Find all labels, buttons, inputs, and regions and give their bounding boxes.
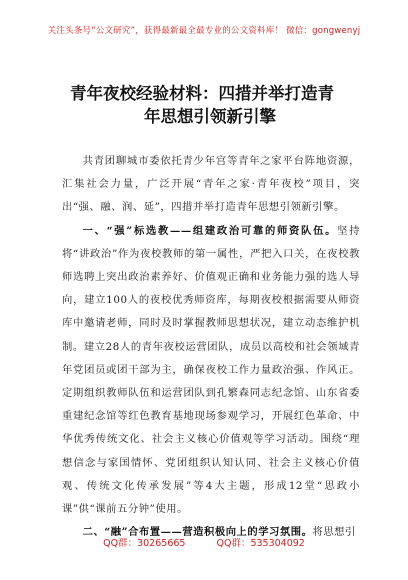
- footer-qq-group-2: QQ群：535304092: [216, 538, 305, 549]
- document-body: [62, 150, 360, 544]
- section-1-heading: 一、“强”标选教——组建政治可靠的师资队伍。: [82, 224, 338, 237]
- title-line-2: 年思想引领新引擎: [144, 107, 276, 126]
- page-title: [60, 82, 360, 128]
- footer: [0, 535, 408, 549]
- paragraph-text: 将思想引: [312, 526, 356, 539]
- paragraph-section-1: [62, 220, 360, 522]
- footer-qq-group-1: QQ群：30265665: [103, 538, 186, 549]
- header-note: 关注头条号“公文研究”，获得最新最全最专业的公文资料库！ 微信：gongwenyj: [47, 26, 361, 36]
- paragraph-text: 共青团聊城市委依托青少年宫等青年之家平台阵地资源，汇集社会力量，广泛开展“青年之家·青年夜校”项目，突出“强、融、润、延”，四措并举打造青年思想引领新引擎。: [62, 155, 360, 214]
- section-2-heading: 二、“融”合布置——营造积极向上的学习氛围。: [82, 526, 313, 539]
- paragraph-text: 坚持将“讲政治”作为夜校教师的第一属性，严把入口关，在夜校教师选聘上突出政治素养好、价值观正确和业务能力强的选人导向，建立100人的夜校优秀师资库，每期夜校根据需要从师资库中邀请老师，同时及时掌握教师思想状况，建立动态维护机制。建立28人的青年夜校运营团队，成员以高校和社会领域青年党团员或团干部为主，确保夜校工作力量政治强、作风正。定期组织教师队伍和运营团队到孔繁森同志纪念馆、山东省委重建纪念馆等红色教育基地现场参观学习，开展红色革命、中华优秀传统文化、社会主义核心价值观等学习活动。围绕“理想信念与家国情怀、党团组织认知认同、社会主义核心价值观、传统文化传承发展”等4大主题，形成12堂“思政小课”供“课前五分钟”使用。: [62, 224, 360, 516]
- title-line-1: 青年夜校经验材料：四措并举打造青: [70, 84, 334, 103]
- paragraph-intro: [62, 150, 360, 220]
